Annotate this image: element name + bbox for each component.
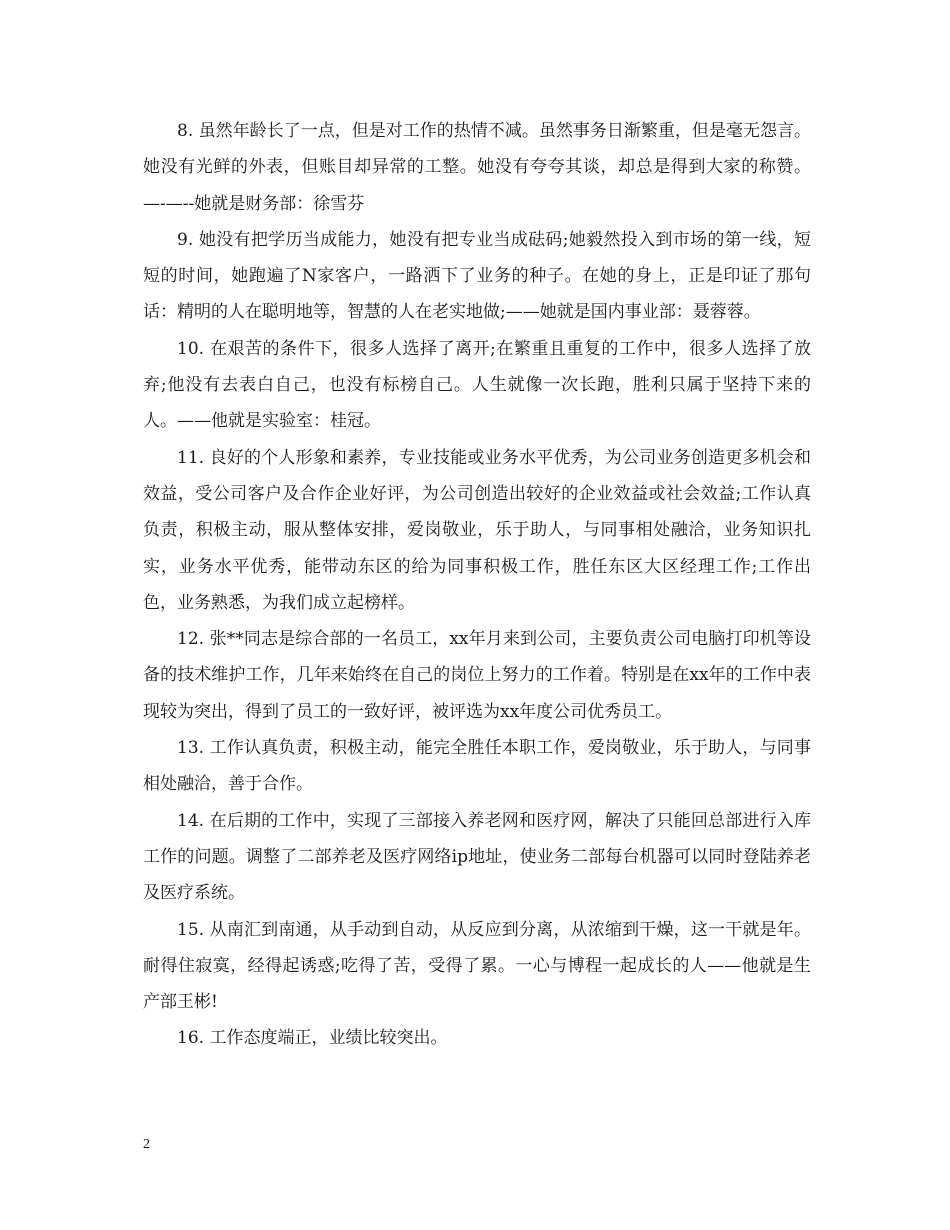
paragraph-item-13: 13. 工作认真负责，积极主动，能完全胜任本职工作，爱岗敬业，乐于助人，与同事相处融洽，善于合作。 (143, 738, 811, 795)
paragraph-item-12: 12. 张**同志是综合部的一名员工，xx年月来到公司，主要负责公司电脑打印机等设备的技术维护工作，几年来始终在自己的岗位上努力的工作着。特别是在xx年的工作中表现较为突出，得到了员工的一致好评，被评选为xx年度公司优秀员工。 (143, 629, 811, 722)
paragraph-item-9: 9. 她没有把学历当成能力，她没有把专业当成砝码;她毅然投入到市场的第一线，短短的时间，她跑遍了N家客户，一路洒下了业务的种子。在她的身上，正是印证了那句话：精明的人在聪明地等，智慧的人在老实地做;——她就是国内事业部：聂蓉蓉。 (143, 229, 811, 323)
paragraph-item-14: 14. 在后期的工作中，实现了三部接入养老网和医疗网，解决了只能回总部进行入库工作的问题。调整了二部养老及医疗网络ip地址，使业务二部每台机器可以同时登陆养老及医疗系统。 (143, 810, 811, 904)
paragraph-item-11: 11. 良好的个人形象和素养，专业技能或业务水平优秀，为公司业务创造更多机会和效益，受公司客户及合作企业好评，为公司创造出较好的企业效益或社会效益;工作认真负责，积极主动，服从整体安排，爱岗敬业，乐于助人，与同事相处融洽，业务知识扎实，业务水平优秀，能带动东区的给为同事积极工作，胜任东区大区经理工作;工作出色，业务熟悉，为我们成立起榜样。 (143, 447, 811, 613)
document-body (143, 113, 811, 1057)
page-number: 2 (143, 1137, 150, 1152)
paragraph-item-10: 10. 在艰苦的条件下，很多人选择了离开;在繁重且重复的工作中，很多人选择了放弃;他没有去表白自己，也没有标榜自己。人生就像一次长跑，胜利只属于坚持下来的人。——他就是实验室：桂冠。 (143, 338, 811, 432)
paragraph-item-15: 15. 从南汇到南通，从手动到自动，从反应到分离，从浓缩到干燥，这一干就是年。耐得住寂寞，经得起诱惑;吃得了苦，受得了累。一心与博程一起成长的人——他就是生产部王彬! (143, 919, 811, 1013)
paragraph-item-16: 16. 工作态度端正，业绩比较突出。 (177, 1028, 448, 1049)
paragraph-item-8: 8. 虽然年龄长了一点，但是对工作的热情不减。虽然事务日渐繁重，但是毫无怨言。她没有光鲜的外表，但账目却异常的工整。她没有夸夸其谈，却总是得到大家的称赞。—-—--她就是财务部：徐雪芬 (143, 121, 811, 214)
